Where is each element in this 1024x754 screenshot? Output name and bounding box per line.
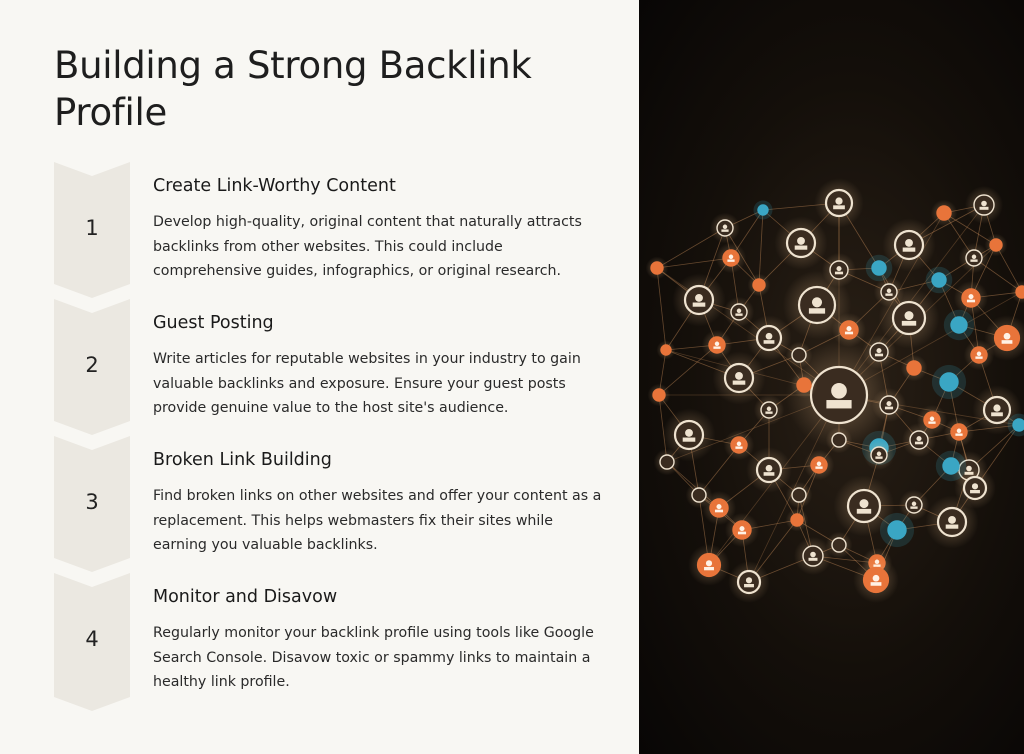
network-node [959, 243, 989, 273]
step-description: Regularly monitor your backlink profile using tools like Google Search Console. Disavow toxic or spammy links to maintain a healthy link profile. [153, 625, 594, 691]
network-node [872, 388, 906, 422]
step-heading: Guest Posting [153, 313, 274, 333]
network-node [794, 537, 832, 575]
network-node [931, 200, 958, 227]
network-node [648, 384, 671, 407]
network-node [985, 234, 1008, 257]
network-node [864, 440, 894, 470]
network-node [804, 450, 834, 480]
page-title: Building a Strong Backlink Profile [54, 44, 532, 134]
network-link [657, 268, 666, 350]
step-heading: Broken Link Building [153, 450, 332, 470]
network-node [754, 395, 784, 425]
network-node [725, 513, 759, 547]
network-node [746, 447, 792, 493]
step-description: Find broken links on other websites and offer your content as a replacement. This helps webmasters fix their sites while earning you valuable backlinks. [153, 488, 602, 554]
network-node [936, 451, 966, 481]
network-node [712, 351, 765, 404]
network-node [786, 509, 809, 532]
step-number: 2 [85, 353, 99, 377]
network-node [657, 341, 676, 360]
network-node [724, 297, 754, 327]
network-node [786, 482, 813, 509]
network-node [710, 213, 740, 243]
step-1 [54, 162, 614, 312]
network-node [944, 310, 974, 340]
network-node [853, 557, 899, 603]
network-illustration [639, 0, 1024, 754]
network-node [926, 267, 953, 294]
network-node [724, 430, 754, 460]
network-node [944, 417, 974, 447]
network-node [716, 243, 746, 273]
network-node [902, 423, 936, 457]
network-node [932, 365, 966, 399]
step-number: 3 [85, 490, 99, 514]
step-3 [54, 436, 614, 586]
network-node [880, 513, 914, 547]
network-node [901, 355, 928, 382]
network-node [728, 561, 770, 603]
step-heading: Create Link-Worthy Content [153, 176, 396, 196]
network-node [964, 340, 994, 370]
network-node [965, 186, 1003, 224]
step-4 [54, 573, 614, 723]
step-description: Develop high-quality, original content that naturally attracts backlinks from other websites. This could include comprehensive guides, infographics, or original research. [153, 214, 582, 280]
network-node [672, 273, 725, 326]
network-node [754, 201, 773, 220]
network-node [1011, 281, 1024, 304]
network-node [748, 274, 771, 297]
network-node [646, 257, 669, 280]
network-node [791, 372, 818, 399]
network-graph-image [639, 0, 1024, 754]
step-description: Write articles for reputable websites in your industry to gain valuable backlinks and exposure. Ensure your guest posts provide genuine value to the host site's audience. [153, 351, 581, 417]
step-2 [54, 299, 614, 449]
network-node [925, 495, 978, 548]
step-number: 4 [85, 627, 99, 651]
network-node [688, 544, 730, 586]
network-node [654, 449, 681, 476]
network-node [746, 315, 792, 361]
step-heading: Monitor and Disavow [153, 587, 338, 607]
step-number: 1 [85, 216, 99, 240]
network-node [826, 427, 853, 454]
network-node [814, 178, 863, 227]
network-node [774, 216, 827, 269]
